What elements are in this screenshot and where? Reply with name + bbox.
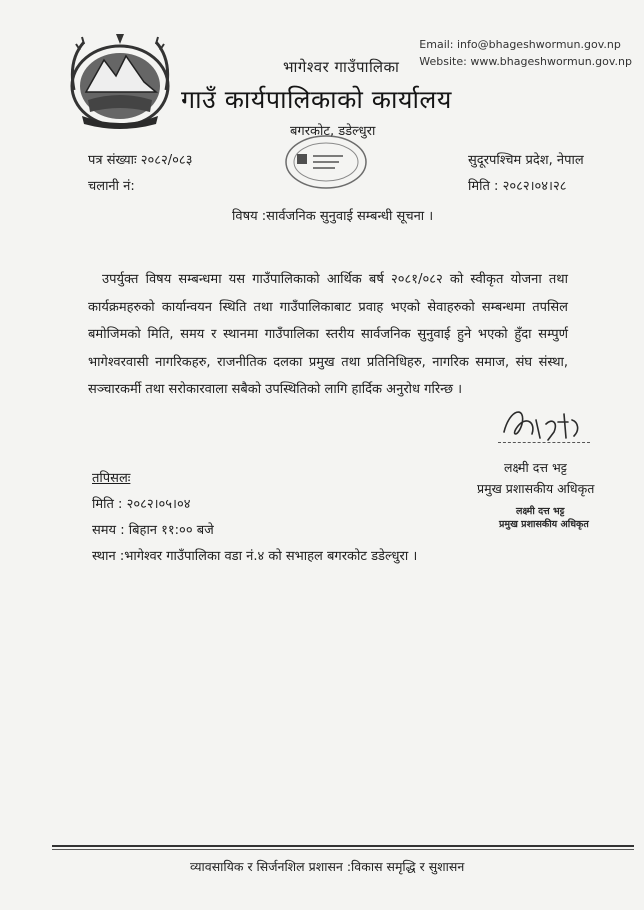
footer-rule-thin	[52, 849, 634, 850]
name-stamp-name: लक्ष्मी दत्त भट्ट	[516, 506, 565, 517]
website-text[interactable]: Website: www.bhageshwormun.gov.np	[419, 55, 632, 68]
dispatch-number: चलानी नं:	[88, 179, 135, 194]
footer-rule	[52, 845, 634, 847]
schedule-heading: तपिसलः	[92, 471, 131, 486]
signatory-post: प्रमुख प्रशासकीय अधिकृत	[477, 481, 595, 496]
office-address: बगरकोट, डडेल्धुरा	[290, 124, 376, 139]
name-stamp-post: प्रमुख प्रशासकीय अधिकृत	[499, 519, 589, 530]
subject-line: विषय :सार्वजनिक सुनुवाई सम्बन्धी सूचना ।	[232, 209, 434, 224]
notice-body: उपर्युक्त विषय सम्बन्धमा यस गाउँपालिकाको आर्थिक बर्ष २०८१/०८२ को स्वीकृत योजना तथा कार्यक्रमहरुको कार्यान्वयन स्थिति तथा गाउँपालिकाबाट प्रवाह भएको सेवाहरुको सम्बन्धमा तपसिल बमोजिमको मिति, समय र स्थानमा गाउँपालिका स्तरीय सार्वजनिक सुनुवाई हुने भएको हुँदा सम्पुर्ण भागेश्वरवासी नागरिकहरु, राजनीतिक दलका प्रमुख तथा प्रतिनिधिहरु, नागरिक समाज, संघ संस्था, सञ्चारकर्मी तथा सरोकारवाला सबैको उपस्थितिको लागि हार्दिक अनुरोध गरिन्छ ।	[88, 272, 568, 397]
province-text: सुदूरपश्चिम प्रदेश, नेपाल	[468, 153, 584, 168]
letter-date: मिति : २०८२।०४।२८	[468, 179, 567, 194]
office-stamp-icon	[283, 132, 369, 192]
signature-line	[498, 442, 590, 443]
schedule-place: स्थान :भागेश्वर गाउँपालिका वडा नं.४ को सभाहल बगरकोट डडेल्धुरा ।	[92, 549, 418, 564]
schedule-date: मिति : २०८२।०५।०४	[92, 497, 191, 512]
contact-block	[419, 36, 632, 70]
signature-icon	[496, 402, 592, 454]
signatory-name: लक्ष्मी दत्त भट्ट	[504, 460, 567, 475]
footer-motto: व्यावसायिक र सिर्जनशिल प्रशासन :विकास समृद्धि र सुशासन	[190, 859, 465, 874]
schedule-time: समय : बिहान ११:०० बजे	[92, 523, 214, 538]
email-text[interactable]: Email: info@bhageshwormun.gov.np	[419, 38, 621, 51]
government-emblem-icon	[64, 30, 176, 130]
office-title: गाउँ कार्यपालिकाको कार्यालय	[181, 85, 452, 114]
municipality-name: भागेश्वर गाउँपालिका	[283, 58, 400, 76]
letter-number: पत्र संख्याः २०८२/०८३	[88, 153, 193, 168]
